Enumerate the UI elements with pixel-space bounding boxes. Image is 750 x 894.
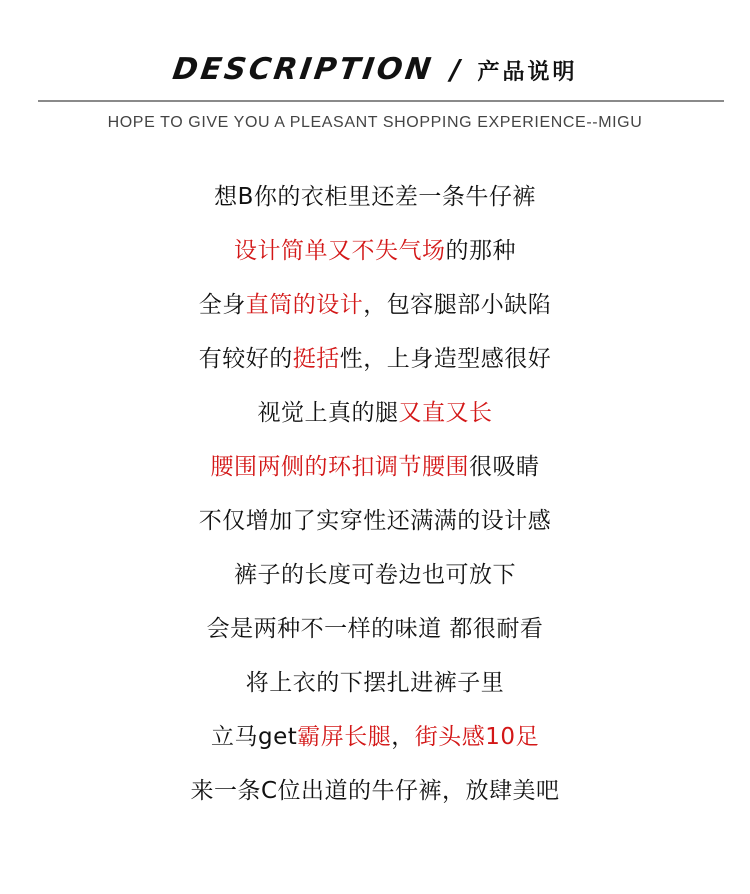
description-line [0, 232, 750, 265]
title-english: DESCRIPTION [170, 52, 436, 87]
description-line [0, 610, 750, 643]
description-line [0, 286, 750, 319]
highlight-text: 霸屏长腿 [297, 724, 392, 750]
highlight-text: 直筒的设计 [245, 292, 364, 318]
description-line [0, 448, 750, 481]
line-text: 很吸睛 [469, 454, 540, 480]
highlight-text: 挺括 [292, 346, 340, 372]
description-line [0, 394, 750, 427]
description-line [0, 664, 750, 697]
description-line [0, 556, 750, 589]
description-line [0, 340, 750, 373]
description-line [0, 502, 750, 535]
line-text: 将上衣的下摆扎进裤子里 [245, 670, 505, 696]
highlight-text: 又直又长 [398, 400, 493, 426]
description-line [0, 772, 750, 805]
highlight-text: 设计简单又不失气场 [234, 238, 446, 264]
line-text: 有较好的 [198, 346, 293, 372]
line-text: 来一条C位出道的牛仔裤，放肆美吧 [190, 778, 560, 804]
line-text: 会是两种不一样的味道 都很耐看 [206, 616, 544, 642]
line-text: 不仅增加了实穿性还满满的设计感 [198, 508, 552, 534]
line-text: 想B你的衣柜里还差一条牛仔裤 [214, 184, 536, 210]
title-separator: / [450, 53, 461, 86]
highlight-text: 街头感10足 [414, 724, 540, 750]
line-text: 性，上身造型感很好 [339, 346, 552, 372]
description-line [0, 178, 750, 211]
line-text: 全身 [198, 292, 246, 318]
title-chinese: 产品说明 [477, 60, 578, 85]
title-row [0, 52, 750, 87]
line-text: 视觉上真的腿 [257, 400, 399, 426]
description-header [0, 0, 750, 140]
line-text: ，包容腿部小缺陷 [363, 292, 552, 318]
tagline: HOPE TO GIVE YOU A PLEASANT SHOPPING EXPERIENCE--MIGU [107, 114, 643, 131]
description-line [0, 718, 750, 751]
line-text: ， [391, 724, 415, 750]
line-text: 立马get [210, 724, 298, 750]
line-text: 裤子的长度可卷边也可放下 [234, 562, 516, 588]
header-divider [38, 100, 724, 102]
line-text: 的那种 [445, 238, 516, 264]
highlight-text: 腰围两侧的环扣调节腰围 [210, 454, 469, 480]
